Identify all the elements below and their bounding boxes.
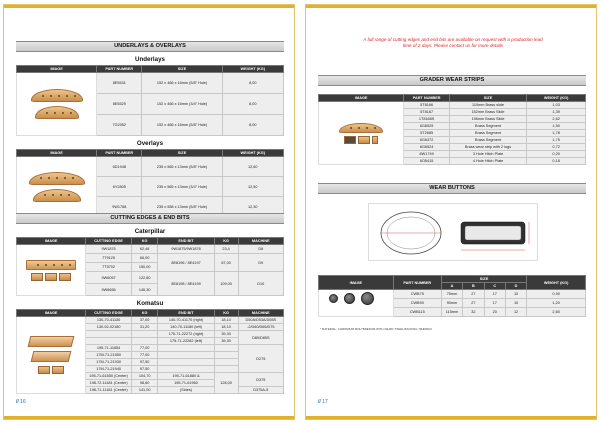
col-header: IMAGE <box>17 310 86 317</box>
table-header-row <box>319 276 586 283</box>
machine: D375 <box>238 373 283 387</box>
table-header-row <box>17 66 284 73</box>
part-weight: 1,50 <box>527 123 586 130</box>
cutting-banner: CUTTING EDGES & END BITS <box>16 213 284 224</box>
end-bit: 9W1875/9W1876 <box>158 245 214 254</box>
edge-kg <box>131 338 158 345</box>
machine: D80/D85S <box>238 331 283 345</box>
edge-kg: 37,00 <box>131 317 158 324</box>
size-a: 115mm <box>441 308 462 317</box>
col-header: KG <box>131 310 158 317</box>
col-header: IMAGE <box>319 276 394 290</box>
top-gold-rule <box>306 5 596 8</box>
cutting-edge: 7T5702 <box>86 263 131 272</box>
col-header: WEIGHT (KG) <box>527 95 586 102</box>
col-header: KG <box>214 310 238 317</box>
part-weight: 1,75 <box>527 137 586 144</box>
edge-kg: 122,80 <box>131 272 158 284</box>
machine: D50A/D53A/D55S <box>238 317 283 324</box>
underlay-image-cell <box>17 73 97 136</box>
size-d: 10 <box>505 299 526 308</box>
size-col-header: C <box>484 283 505 290</box>
part-weight: 0,20 <box>527 151 586 158</box>
komatsu-table <box>16 309 284 394</box>
wear-button-image <box>344 293 355 304</box>
grader-banner: GRADER WEAR STRIPS <box>318 75 586 86</box>
caterpillar-subtitle: Caterpillar <box>134 228 166 235</box>
cutting-edge <box>86 331 131 338</box>
wear-button-image <box>361 292 374 305</box>
end-bit: 8E8198 / 8E4199 <box>158 272 214 296</box>
size-c: 17 <box>484 290 505 299</box>
col-header: MACHINE <box>238 310 283 317</box>
col-header: IMAGE <box>17 238 86 245</box>
wear-strip-image <box>339 123 383 133</box>
size-col-header: B <box>463 283 484 290</box>
bottom-gold-rule <box>4 416 294 419</box>
cutting-edge-image <box>26 260 76 270</box>
col-header: PART NUMBER <box>404 95 449 102</box>
part-size: 152 x 466 x 16mm (5/8" Hole) <box>142 73 222 94</box>
edge-kg: 97,50 <box>131 366 158 373</box>
part-size: Brass Segment <box>449 123 526 130</box>
part-size: 196mm Brass Slide <box>449 116 526 123</box>
page-number-left: // 16 <box>16 399 26 405</box>
size-b: 32 <box>463 308 484 317</box>
table-header-row <box>17 310 284 317</box>
cutting-edge: 195-71-11654 <box>86 345 131 352</box>
end-bit: 175-71-22282 (left) <box>158 338 214 345</box>
table-row <box>319 290 586 299</box>
end-bit: 195-71-61880 & <box>158 373 214 380</box>
part-size: 152 x 466 x 16mm (3/4" Hole) <box>142 94 222 115</box>
availability-note <box>320 37 586 49</box>
size-d: 12 <box>505 308 526 317</box>
left-page <box>3 4 295 420</box>
part-number: 7G2052 <box>97 115 142 136</box>
part-size: 3 Hole Hitch Plate <box>449 151 526 158</box>
part-weight: 0,18 <box>527 158 586 165</box>
buttons-image-cell <box>319 290 394 317</box>
grader-section <box>318 75 586 165</box>
part-weight: 1,20 <box>527 299 586 308</box>
cutting-edge: 17M-71-21930 <box>86 359 131 366</box>
buttons-banner: WEAR BUTTONS <box>318 183 586 194</box>
cutting-edge: 130-92-02180 <box>86 324 131 331</box>
part-number: 6G6525 <box>404 123 449 130</box>
end-bit: 195-71-61960 <box>158 380 214 387</box>
size-a: 75mm <box>441 290 462 299</box>
cutting-edge-image <box>28 336 75 347</box>
cutting-edge: 195-71-61550 (Center) <box>86 373 131 380</box>
end-bit-kg: 39,30 <box>214 331 238 338</box>
cutting-edge: 9W6656 <box>86 284 131 296</box>
part-weight: 0,90 <box>527 290 586 299</box>
overlay-part-image <box>33 189 81 202</box>
end-bit-kg: 128,00 <box>214 373 238 394</box>
komatsu-subtitle: Komatsu <box>136 300 164 307</box>
underlays-table <box>16 65 284 136</box>
col-header: PART NUMBER <box>393 276 441 290</box>
machine: D275 <box>238 345 283 373</box>
col-header: KG <box>214 238 238 245</box>
size-c: 20 <box>484 308 505 317</box>
part-weight: 1,03 <box>527 102 586 109</box>
machine: D9 <box>238 254 283 272</box>
col-header: END BIT <box>158 238 214 245</box>
table-row <box>319 102 586 109</box>
page-number-text: 17 <box>322 399 328 405</box>
cutting-edge: 130-70-41130 <box>86 317 131 324</box>
col-header: IMAGE <box>17 150 97 157</box>
end-bit-kg: 18,10 <box>214 317 238 324</box>
end-bit: 140-70-11180 (left) <box>158 324 214 331</box>
part-weight: 0,72 <box>527 144 586 151</box>
end-bit-kg <box>214 352 238 359</box>
edge-kg: 146,30 <box>131 284 158 296</box>
end-bit <box>158 345 214 352</box>
part-weight: 1,78 <box>527 130 586 137</box>
part-weight: 2,60 <box>527 308 586 317</box>
cutting-edge: 198-72-11181 (Center) <box>86 380 131 387</box>
page-number-text: 16 <box>20 399 26 405</box>
end-bit-kg: 23,4 <box>214 245 238 254</box>
part-number: CWB90 <box>393 299 441 308</box>
table-row <box>17 245 284 254</box>
table-header-row <box>17 238 284 245</box>
wear-button-image <box>329 294 338 303</box>
col-header: END BIT <box>158 310 214 317</box>
caterpillar-table <box>16 237 284 296</box>
edge-kg: 31,20 <box>131 324 158 331</box>
part-number: 8E5531 <box>97 73 142 94</box>
col-header: WEIGHT (KG) <box>222 66 283 73</box>
edge-kg: 97,50 <box>131 359 158 366</box>
availability-note-line: time of 2 days. Please contact us for more details <box>402 43 504 48</box>
cutting-edge: 7T9125 <box>86 254 131 263</box>
part-number: 5T8166 <box>404 102 449 109</box>
col-header: SIZE <box>449 95 526 102</box>
machine: D6 <box>238 245 283 254</box>
edge-kg: 150,00 <box>131 263 158 272</box>
end-bit-kg: 18,10 <box>214 324 238 331</box>
part-number: 8E5529 <box>97 94 142 115</box>
col-header: CUTTING EDGE <box>86 310 131 317</box>
table-header-row <box>319 95 586 102</box>
col-header: SIZE <box>142 150 222 157</box>
col-header: WEIGHT (KG) <box>222 150 283 157</box>
size-b: 27 <box>463 299 484 308</box>
end-bit: 175-71-22272 (right) <box>158 331 214 338</box>
col-header: MACHINE <box>238 238 283 245</box>
part-weight: 12,60 <box>222 157 283 177</box>
wear-segment-images <box>319 136 403 144</box>
bottom-gold-rule <box>306 416 596 419</box>
end-bit: 140-70-41170 (right) <box>158 317 214 324</box>
right-page <box>305 4 597 420</box>
end-bit <box>158 366 214 373</box>
size-col-header: D <box>505 283 526 290</box>
part-size: 4 Hole Hitch Plate <box>449 158 526 165</box>
end-bit <box>158 352 214 359</box>
part-size: 235 x 565 x 13mm (3/4" Hole) <box>142 177 222 197</box>
part-size: Brass Segment <box>449 137 526 144</box>
part-size: 110mm Brass slide <box>449 102 526 109</box>
part-size: 235 x 558 x 13mm (5/8" Hole) <box>142 197 222 217</box>
edge-kg: 141,00 <box>131 387 158 394</box>
komatsu-image-cell <box>17 317 86 394</box>
part-weight: 2,62 <box>527 116 586 123</box>
part-weight: 12,30 <box>222 197 283 217</box>
part-size: 235 x 565 x 13mm (5/8" Hole) <box>142 157 222 177</box>
buttons-table-wrap <box>318 275 586 317</box>
part-number: 5T2685 <box>404 130 449 137</box>
end-bit-kg <box>214 366 238 373</box>
col-header: IMAGE <box>17 66 97 73</box>
part-number: 9W1768 <box>97 197 142 217</box>
edge-kg: 104,70 <box>131 373 158 380</box>
page-number-right: // 17 <box>318 399 328 405</box>
overlay-image-cell <box>17 157 97 217</box>
end-bit <box>158 359 214 366</box>
edge-kg: 98,60 <box>131 380 158 387</box>
part-number: 6O5415 <box>404 158 449 165</box>
part-weight: 8,00 <box>222 94 283 115</box>
underlay-part-image <box>35 106 79 119</box>
cutting-edge-image <box>31 351 72 362</box>
size-c: 17 <box>484 299 505 308</box>
table-row <box>17 73 284 94</box>
end-bit-kg <box>214 345 238 352</box>
end-bit-kg: 67,00 <box>214 254 238 272</box>
col-header: SIZE <box>142 66 222 73</box>
part-number: CWB115 <box>393 308 441 317</box>
part-number: 6D1948 <box>97 157 142 177</box>
col-header: PART NUMBER <box>97 150 142 157</box>
part-size: Brass wear strip with 2 lugs <box>449 144 526 151</box>
buttons-section <box>318 183 586 194</box>
part-number: 5T8167 <box>404 109 449 116</box>
col-header: CUTTING EDGE <box>86 238 131 245</box>
part-size: Brass Segment <box>449 130 526 137</box>
end-bit: 8E8196 / 8E4197 <box>158 254 214 272</box>
part-number: 6G6372 <box>404 137 449 144</box>
underlays-subtitle: Underlays <box>135 56 165 63</box>
overlays-table <box>16 149 284 217</box>
part-size: 152 x 466 x 16mm (5/8" Hole) <box>142 115 222 136</box>
machine: -2/D60/D65/D75 <box>238 324 283 331</box>
top-gold-rule <box>4 5 294 8</box>
cat-image-cell <box>17 245 86 296</box>
end-bit-kg <box>214 359 238 366</box>
part-weight: 12,50 <box>222 177 283 197</box>
underlay-part-image <box>31 89 83 102</box>
cutting-edge: 17M-71-21940 <box>86 366 131 373</box>
part-number: CWB75 <box>393 290 441 299</box>
cutting-section <box>16 213 284 394</box>
part-weight: 8,00 <box>222 73 283 94</box>
col-header: PART NUMBER <box>97 66 142 73</box>
cutting-edge <box>86 338 131 345</box>
col-header: IMAGE <box>319 95 404 102</box>
machine: D10 <box>238 272 283 296</box>
col-header: SIZE <box>441 276 526 283</box>
underlays-section <box>16 41 284 217</box>
edge-kg: 77,00 <box>131 352 158 359</box>
wear-buttons-table <box>318 275 586 317</box>
edge-kg: 66,00 <box>131 254 158 263</box>
underlays-banner: UNDERLAYS & OVERLAYS <box>16 41 284 52</box>
grader-image-cell <box>319 102 404 165</box>
part-number: 6Y2805 <box>97 177 142 197</box>
size-a: 90mm <box>441 299 462 308</box>
wear-button-diagram <box>368 203 538 261</box>
edge-kg: 77,00 <box>131 345 158 352</box>
table-row <box>17 317 284 324</box>
wear-button-drawing <box>369 204 539 262</box>
part-number: 8W1749 <box>404 151 449 158</box>
end-bit-kg: 39,30 <box>214 338 238 345</box>
cutting-edge: 17M-71-21550 <box>86 352 131 359</box>
size-d: 10 <box>505 290 526 299</box>
part-weight: 1,39 <box>527 109 586 116</box>
overlays-subtitle: Overlays <box>136 140 164 147</box>
material-note: * MATERIAL: CHROMIUM MOLYBDENUM WITH 44HRC STEEL BACKING 70HRMAX <box>320 327 432 331</box>
col-header: KG <box>131 238 158 245</box>
edge-kg <box>131 331 158 338</box>
end-bit: (Sides) <box>158 387 214 394</box>
end-bit-images <box>17 366 85 374</box>
table-header-row <box>17 150 284 157</box>
cutting-edge: 9W1876 <box>86 245 131 254</box>
end-bit-kg: 109,00 <box>214 272 238 296</box>
part-number: 6G6524 <box>404 144 449 151</box>
part-number: 1T8168S <box>404 116 449 123</box>
end-bit-images <box>17 273 85 281</box>
part-weight: 8,00 <box>222 115 283 136</box>
size-col-header: A <box>441 283 462 290</box>
grader-table <box>318 94 586 165</box>
machine: D375A-5 <box>238 387 283 394</box>
cutting-edge: 9W6057 <box>86 272 131 284</box>
cutting-edge: 198-71-11181 (Center) <box>86 387 131 394</box>
part-size: 152mm Brass Slide <box>449 109 526 116</box>
edge-kg: 62,46 <box>131 245 158 254</box>
col-header: WEIGHT (KG) <box>527 276 586 290</box>
overlay-part-image <box>29 172 85 185</box>
size-b: 27 <box>463 290 484 299</box>
availability-note-line: A full range of cutting edges and end bits are available on request with a production lead <box>363 37 543 42</box>
table-row <box>17 157 284 177</box>
